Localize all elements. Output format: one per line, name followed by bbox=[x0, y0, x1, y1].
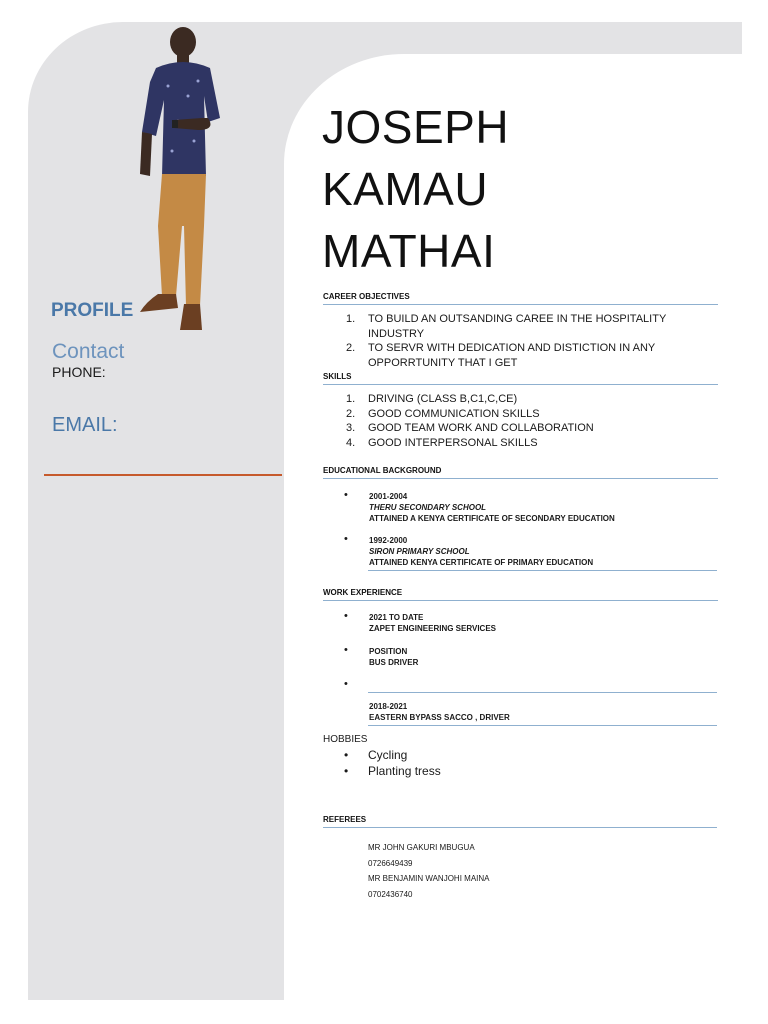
name-middle: KAMAU bbox=[322, 163, 489, 215]
phone-label: PHONE: bbox=[52, 364, 106, 380]
name-first: JOSEPH bbox=[322, 101, 510, 153]
profile-heading: PROFILE bbox=[51, 300, 134, 321]
referee-phone: 0726649439 bbox=[368, 858, 413, 868]
education-divider bbox=[368, 570, 717, 571]
list-item: • Planting tress bbox=[344, 764, 441, 778]
referee-phone: 0702436740 bbox=[368, 889, 413, 899]
list-item: 3. GOOD TEAM WORK AND COLLABORATION bbox=[346, 422, 594, 434]
career-objectives-list bbox=[346, 312, 718, 370]
hobbies-list bbox=[344, 747, 441, 779]
education-heading: EDUCATIONAL BACKGROUND bbox=[323, 466, 718, 479]
email-label: EMAIL: bbox=[52, 414, 118, 436]
referee-name: MR BENJAMIN WANJOHI MAINA bbox=[368, 874, 490, 883]
sidebar-divider bbox=[44, 474, 282, 476]
skills-heading: SKILLS bbox=[323, 372, 718, 385]
hobbies-heading: HOBBIES bbox=[323, 734, 368, 745]
applicant-name bbox=[322, 96, 509, 282]
skills-list bbox=[346, 392, 718, 450]
work-experience-heading: WORK EXPERIENCE bbox=[323, 588, 718, 601]
list-item: 1. TO BUILD AN OUTSANDING CAREE IN THE HOSPITALITY INDUSTRY bbox=[346, 313, 667, 340]
name-last: MATHAI bbox=[322, 225, 496, 277]
career-objectives-heading: CAREER OBJECTIVES bbox=[323, 292, 718, 305]
referees-heading: REFEREES bbox=[323, 815, 717, 828]
list-item: 1. DRIVING (CLASS B,C1,C,CE) bbox=[346, 393, 518, 405]
referee-name: MR JOHN GAKURI MBUGUA bbox=[368, 843, 475, 852]
contact-heading: Contact bbox=[52, 340, 125, 363]
list-item: • Cycling bbox=[344, 748, 408, 762]
work-divider bbox=[368, 692, 717, 693]
main-content-background-bottom bbox=[284, 900, 768, 1024]
work-divider-bottom bbox=[368, 725, 717, 726]
list-item: 4. GOOD INTERPERSONAL SKILLS bbox=[346, 436, 538, 449]
profile-photo bbox=[128, 26, 228, 336]
list-item: 2. GOOD COMMUNICATION SKILLS bbox=[346, 407, 540, 420]
referees-list bbox=[368, 840, 489, 902]
list-item: 2. TO SERVR WITH DEDICATION AND DISTICTION IN ANY OPPORRTUNITY THAT I GET bbox=[346, 342, 656, 369]
